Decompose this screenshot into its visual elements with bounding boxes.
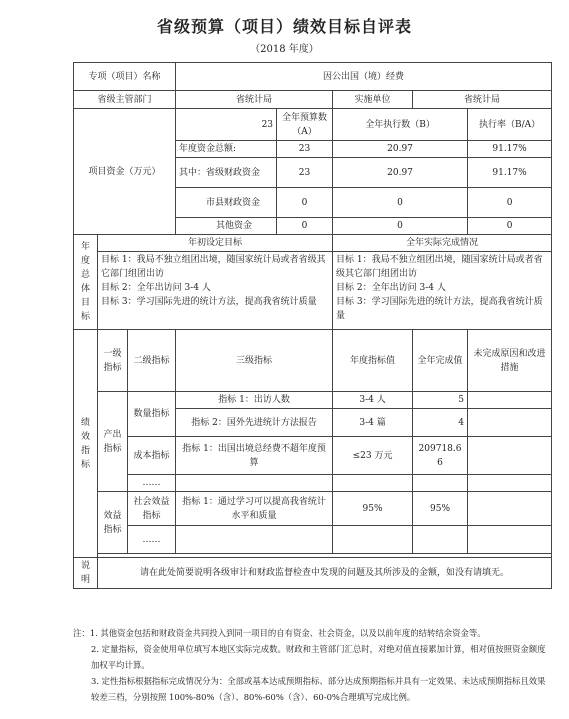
goal-item: 目标 2：全年出访问 3-4 人 xyxy=(101,283,211,293)
footnote: 3. 定性指标根据指标完成情况分为：全部或基本达成预期指标、部分达成预期指标并具有一定效果、未达成预期指标且效果较差三档，分别按照 100%-80%（含）、80%-60%（含）、60-0%合理填写完成比例。 xyxy=(91,676,546,702)
empty-cell xyxy=(413,526,468,554)
header-level2: 二级指标 xyxy=(128,330,176,392)
header-target: 年度指标值 xyxy=(333,330,413,392)
funds-section-label: 项目资金（万元） xyxy=(74,109,176,235)
ellipsis: …… xyxy=(128,475,176,492)
indicator-name: 指标 1：通过学习可以提高我省统计水平和质量 xyxy=(176,492,333,526)
funds-exec-header: 全年执行数（B） xyxy=(333,109,468,141)
indicator-name: 指标 1：出访人数 xyxy=(176,392,333,409)
funds-row-budget: 23 xyxy=(277,141,333,158)
page-title: 省级预算（项目）绩效目标自评表 xyxy=(156,17,412,36)
funds-rate-header: 执行率（B/A） xyxy=(468,109,552,141)
indicator-actual: 5 xyxy=(413,392,468,409)
funds-row-budget: 0 xyxy=(277,218,333,235)
indicator-reason xyxy=(468,392,552,409)
funds-row-rate: 91.17% xyxy=(468,141,552,158)
goal-item: 目标 3：学习国际先进的统计方法，提高我省统计质量 xyxy=(336,297,543,321)
funds-row-budget: 0 xyxy=(277,188,333,218)
cost-indicator-label: 成本指标 xyxy=(128,437,176,475)
funds-row-exec: 20.97 xyxy=(333,141,468,158)
goal-item: 目标 1：我局不独立组团出境，随国家统计局或者省级其它部门组团出访 xyxy=(336,255,543,279)
goals-actual-list xyxy=(333,252,552,330)
funds-budget-header: 全年预算数（A） xyxy=(277,109,333,141)
dept-value: 省统计局 xyxy=(176,91,333,109)
goals-plan-list xyxy=(98,252,333,330)
funds-row-label: 年度资金总额: xyxy=(176,141,277,158)
goals-section-label: 年度总体目标 xyxy=(74,235,98,330)
indicator-actual: 209718.66 xyxy=(413,437,468,475)
goals-plan-header: 年初设定目标 xyxy=(98,235,333,252)
indicator-reason xyxy=(468,492,552,526)
funds-row-label: 市县财政资金 xyxy=(176,188,277,218)
header-reason: 未完成原因和改进措施 xyxy=(468,330,552,392)
funds-row-rate: 0 xyxy=(468,218,552,235)
empty-cell xyxy=(333,526,413,554)
quantity-indicator-label: 数量指标 xyxy=(128,392,176,437)
project-name-label: 专项（项目）名称 xyxy=(74,63,176,91)
funds-budget-number: 23 xyxy=(176,109,277,141)
funds-row-rate: 91.17% xyxy=(468,158,552,188)
header-level1: 一级指标 xyxy=(98,330,128,392)
empty-cell xyxy=(468,526,552,554)
self-evaluation-table xyxy=(73,62,552,589)
indicator-target: 3-4 人 xyxy=(333,392,413,409)
header-actual: 全年完成值 xyxy=(413,330,468,392)
funds-row-label: 其中：省级财政资金 xyxy=(176,158,277,188)
dept-label: 省级主管部门 xyxy=(74,91,176,109)
footnote: 2. 定量指标，资金使用单位填写本地区实际完成数。财政和主管部门汇总时，对绝对值直接累加计算，相对值按照资金额度加权平均计算。 xyxy=(91,644,546,670)
project-name-value: 因公出国（境）经费 xyxy=(176,63,552,91)
report-year: （2018 年度） xyxy=(250,44,319,55)
indicators-section-label: 绩效指标 xyxy=(74,330,98,558)
goal-item: 目标 1：我局不独立组团出境，随国家统计局或者省级其它部门组团出访 xyxy=(101,255,326,279)
indicator-name: 指标 2：国外先进统计方法报告 xyxy=(176,409,333,437)
ellipsis: …… xyxy=(128,526,176,554)
social-indicator-label: 社会效益指标 xyxy=(128,492,176,526)
funds-row-label: 其他资金 xyxy=(176,218,277,235)
footnote: 注：1. 其他资金包括和财政资金共同投入到同一项目的自有资金、社会资金，以及以前年度的结转结余资金等。 xyxy=(73,628,486,638)
funds-row-rate: 0 xyxy=(468,188,552,218)
goals-actual-header: 全年实际完成情况 xyxy=(333,235,552,252)
empty-cell xyxy=(176,526,333,554)
empty-cell xyxy=(333,475,413,492)
indicator-actual: 95% xyxy=(413,492,468,526)
funds-row-exec: 0 xyxy=(333,188,468,218)
indicator-target: 95% xyxy=(333,492,413,526)
indicator-reason xyxy=(468,409,552,437)
unit-label: 实施单位 xyxy=(333,91,413,109)
empty-cell xyxy=(176,475,333,492)
unit-value: 省统计局 xyxy=(413,91,552,109)
funds-row-budget: 23 xyxy=(277,158,333,188)
goal-item: 目标 2：全年出访问 3-4 人 xyxy=(336,283,446,293)
indicator-actual: 4 xyxy=(413,409,468,437)
empty-cell xyxy=(413,475,468,492)
goal-item: 目标 3：学习国际先进的统计方法，提高我省统计质量 xyxy=(101,297,317,307)
funds-row-exec: 20.97 xyxy=(333,158,468,188)
funds-row-exec: 0 xyxy=(333,218,468,235)
empty-cell xyxy=(468,475,552,492)
indicator-reason xyxy=(468,437,552,475)
indicator-target: ≤23 万元 xyxy=(333,437,413,475)
indicator-target: 3-4 篇 xyxy=(333,409,413,437)
header-level3: 三级指标 xyxy=(176,330,333,392)
remarks-text: 请在此处简要说明各级审计和财政监督检查中发现的问题及其所涉及的金额，如没有请填无。 xyxy=(98,558,552,589)
footnotes xyxy=(73,625,551,705)
benefit-indicator-label: 效益指标 xyxy=(98,492,128,554)
remarks-label: 说明 xyxy=(74,558,98,589)
indicator-name: 指标 1：出国出境总经费不超年度预算 xyxy=(176,437,333,475)
output-indicator-label: 产出指标 xyxy=(98,392,128,492)
